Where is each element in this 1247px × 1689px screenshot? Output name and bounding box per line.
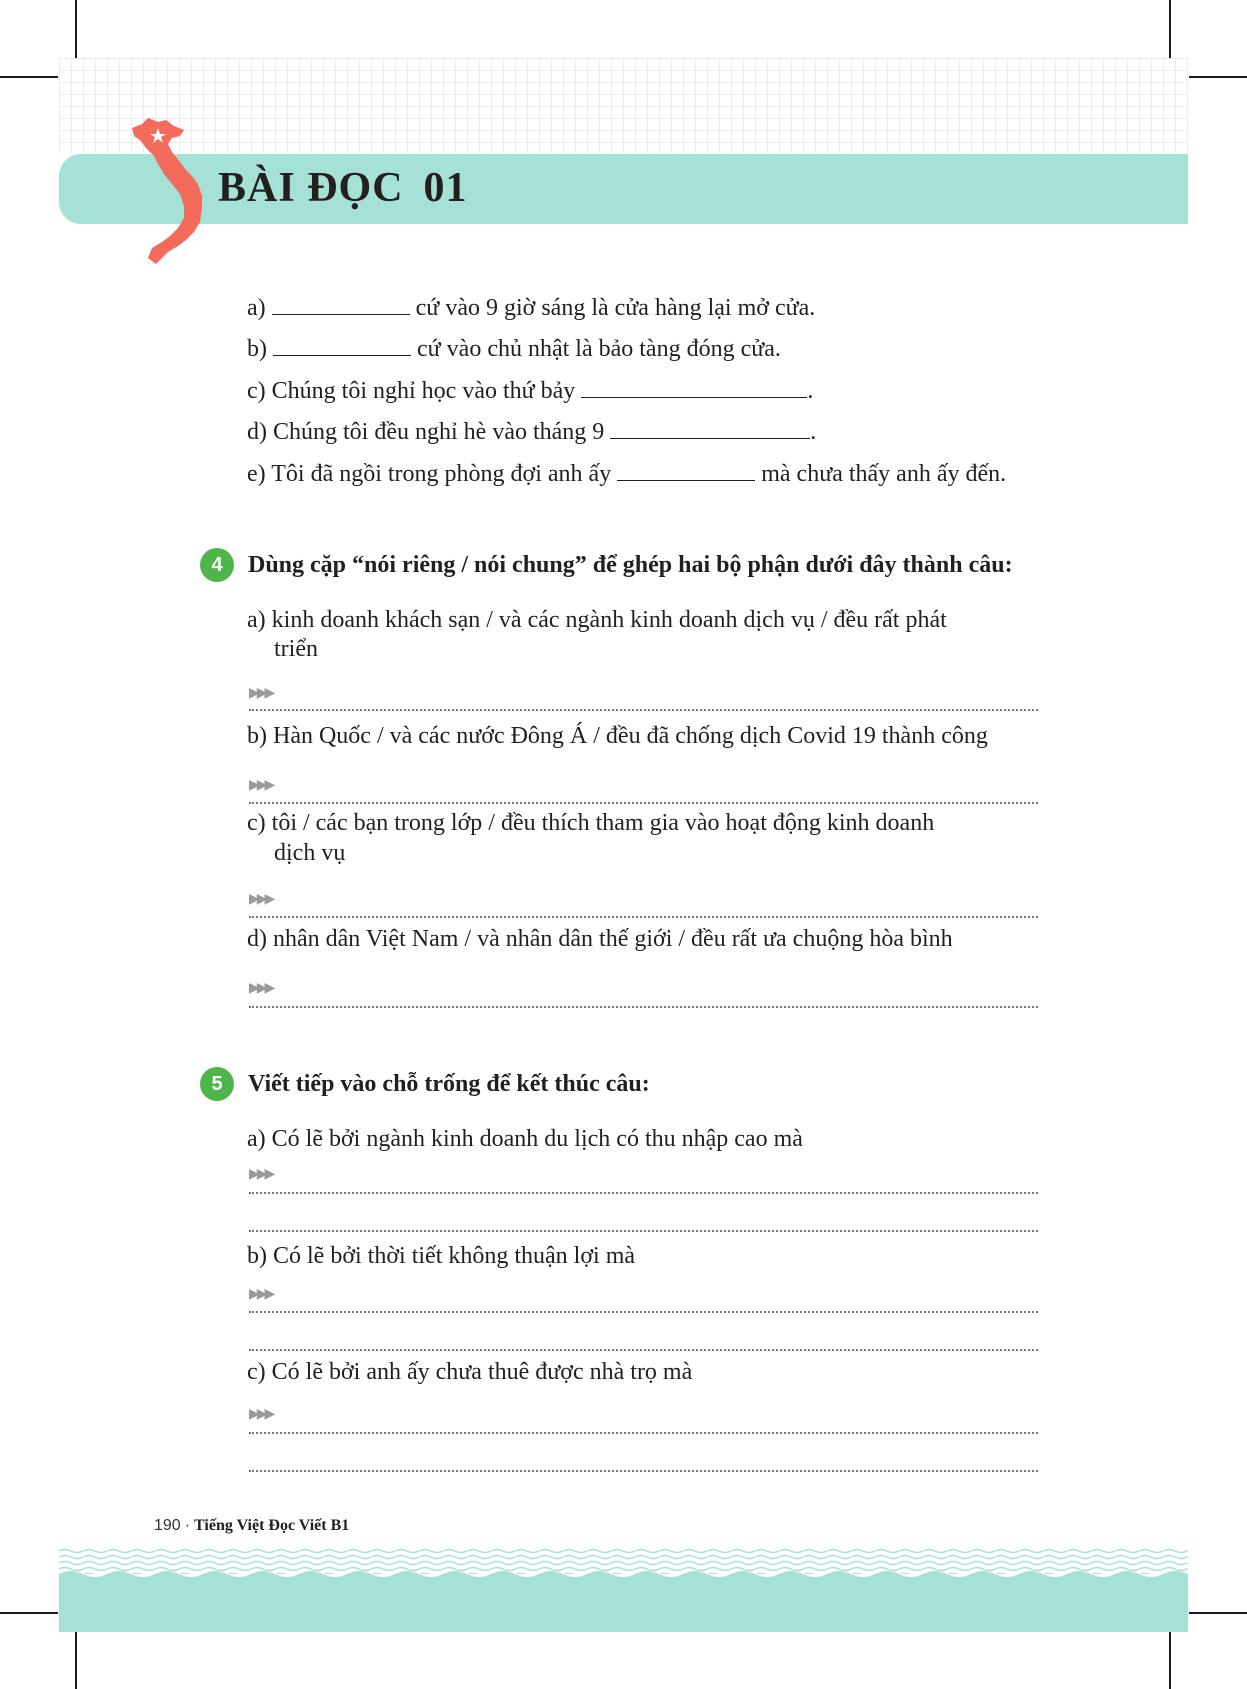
item-label: c): [247, 378, 266, 404]
exercise-4-item-c-cont: dịch vụ: [274, 840, 346, 866]
answer-line[interactable]: [249, 802, 1038, 804]
exercise-4-item-a: a) kinh doanh khách sạn / và các ngành kinh doanh dịch vụ / đều rất phát: [247, 607, 947, 633]
fill-blank-item-a: [247, 293, 815, 323]
exercise-number-badge: 5: [200, 1067, 234, 1101]
answer-line[interactable]: [249, 916, 1038, 918]
item-text: Chúng tôi nghỉ học vào thứ bảy: [271, 378, 576, 404]
exercise-number-badge: 4: [200, 548, 234, 582]
crop-mark: [1169, 0, 1171, 58]
exercise-instruction: Dùng cặp “nói riêng / nói chung” để ghép hai bộ phận dưới đây thành câu:: [248, 552, 1013, 578]
item-label: e): [247, 461, 266, 487]
answer-arrow-icon: ▶▶▶: [249, 1407, 273, 1422]
crop-mark: [1189, 1612, 1247, 1614]
item-text: cứ vào 9 giờ sáng là cửa hàng lại mở cửa.: [415, 295, 816, 321]
answer-line[interactable]: [249, 1192, 1038, 1194]
footer-separator: ·: [184, 1517, 191, 1534]
exercise-5-item-b: b) Có lẽ bởi thời tiết không thuận lợi mà: [247, 1243, 636, 1269]
page-number: 190: [154, 1517, 181, 1534]
footer-wave-band: [59, 1548, 1188, 1632]
exercise-instruction: Viết tiếp vào chỗ trống để kết thúc câu:: [248, 1071, 650, 1097]
page-title: [218, 160, 468, 216]
answer-blank[interactable]: [273, 335, 411, 356]
vietnam-map-icon: [128, 118, 208, 268]
crop-mark: [1169, 1632, 1171, 1689]
header-grid-background: [59, 58, 1188, 154]
book-title: Tiếng Việt Đọc Viết B1: [194, 1517, 350, 1534]
crop-mark: [75, 1632, 77, 1689]
item-text: cứ vào chủ nhật là bảo tàng đóng cửa.: [417, 336, 781, 362]
page-footer: [154, 1516, 349, 1536]
item-end: .: [810, 419, 817, 445]
answer-arrow-icon: ▶▶▶: [249, 892, 273, 907]
fill-blank-item-c: [247, 376, 813, 406]
item-text: Chúng tôi đều nghỉ hè vào tháng 9: [273, 419, 605, 445]
answer-line[interactable]: [249, 1230, 1038, 1232]
exercise-4-item-d: d) nhân dân Việt Nam / và nhân dân thế giới / đều rất ưa chuộng hòa bình: [247, 926, 953, 952]
exercise-4-item-c: c) tôi / các bạn trong lớp / đều thích tham gia vào hoạt động kinh doanh: [247, 810, 935, 836]
title-number: 01: [423, 165, 468, 211]
fill-blank-item-e: [247, 459, 1006, 489]
answer-blank[interactable]: [581, 377, 807, 398]
item-label: a): [247, 295, 266, 321]
crop-mark: [1189, 76, 1247, 78]
exercise-5-item-a: a) Có lẽ bởi ngành kinh doanh du lịch có thu nhập cao mà: [247, 1126, 803, 1152]
exercise-5-item-c: c) Có lẽ bởi anh ấy chưa thuê được nhà trọ mà: [247, 1359, 693, 1385]
answer-blank[interactable]: [610, 418, 810, 439]
title-text: BÀI ĐỌC: [218, 165, 404, 211]
fill-blank-item-b: [247, 334, 781, 364]
item-text: mà chưa thấy anh ấy đến.: [761, 461, 1007, 487]
answer-blank[interactable]: [272, 294, 410, 315]
crop-mark: [0, 76, 58, 78]
answer-arrow-icon: ▶▶▶: [249, 778, 273, 793]
answer-line[interactable]: [249, 1432, 1038, 1434]
item-label: b): [247, 336, 267, 362]
fill-blank-item-d: [247, 417, 816, 447]
answer-line[interactable]: [249, 1349, 1038, 1351]
item-text: Tôi đã ngồi trong phòng đợi anh ấy: [271, 461, 612, 487]
answer-arrow-icon: ▶▶▶: [249, 981, 273, 996]
answer-line[interactable]: [249, 1311, 1038, 1313]
answer-blank[interactable]: [617, 460, 755, 481]
answer-line[interactable]: [249, 1470, 1038, 1472]
crop-mark: [0, 1612, 58, 1614]
exercise-4-item-b: b) Hàn Quốc / và các nước Đông Á / đều đã chống dịch Covid 19 thành công: [247, 723, 988, 749]
answer-line[interactable]: [249, 1006, 1038, 1008]
item-label: d): [247, 419, 267, 445]
item-end: .: [807, 378, 814, 404]
answer-arrow-icon: ▶▶▶: [249, 1167, 273, 1182]
crop-mark: [75, 0, 77, 58]
answer-arrow-icon: ▶▶▶: [249, 686, 273, 701]
answer-arrow-icon: ▶▶▶: [249, 1287, 273, 1302]
exercise-4-item-a-cont: triển: [274, 636, 318, 662]
answer-line[interactable]: [249, 709, 1038, 711]
